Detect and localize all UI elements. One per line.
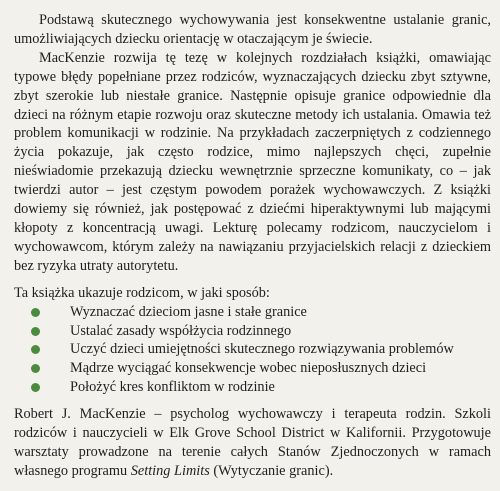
program-translation: (Wytyczanie granic). xyxy=(209,462,334,479)
list-item xyxy=(14,359,491,378)
benefits-list xyxy=(14,303,491,398)
list-item-text: Wyznaczać dzieciom jasne i stałe granice xyxy=(70,303,307,320)
list-intro: Ta książka ukazuje rodzicom, w jaki sposób: xyxy=(14,284,270,301)
description-paragraph: MacKenzie rozwija tę tezę w kolejnych rozdziałach książki, omawiając typowe błędy popełniane przez rodziców, wyznaczających dziecku zbyt sztywne, zbyt szerokie lub niestałe granice. Następnie opisuje granice odpowiednie dla dzieci na różnym etapie rozwoju oraz skuteczne metody ich ustalania. Omawia też problem komunikacji w rodzinie. Na przykładach zaczerpniętych z codziennego życia pokazuje, jak często rodzice, mimo najlepszych chęci, zupełnie nieświadomie przekazują dziecku wewnętrznie sprzeczne komunikaty, co – jak twierdzi autor – jest częstym powodem porażek wychowawczych. Z książki dowiemy się również, jak postępować z dziećmi hiperaktywnymi lub mającymi kłopoty z koncentracją uwagi. Lekturę polecamy rodzicom, nauczycielom i wychowawcom, którym zależy na nawiązaniu przyjacielskich relacji z dzieckiem bez ryzyka utraty autorytetu. xyxy=(14,49,491,274)
spacer xyxy=(14,397,491,405)
author-bio xyxy=(14,405,491,481)
list-item xyxy=(14,322,491,341)
spacer xyxy=(14,276,491,284)
list-item-text: Mądrze wyciągać konsekwencje wobec nieposłusznych dzieci xyxy=(70,360,427,377)
program-title: Setting Limits xyxy=(130,462,210,479)
intro-paragraph: Podstawą skutecznego wychowywania jest konsekwentne ustalanie granic, umożliwiających dziecku orientację w otaczającym je świecie. xyxy=(14,12,491,47)
list-item xyxy=(14,340,491,359)
list-item xyxy=(14,378,491,397)
author-bio-text: Robert J. MacKenzie – psycholog wychowawczy i terapeuta rodzin. Szkoli rodziców i nauczycieli w Elk Grove School District w Kalifornii. Przygotowuje warsztaty prowadzone na terenie całych Stanów Zjednoczonych w ramach własnego programu xyxy=(14,406,491,479)
list-item-text: Ustalać zasady współżycia rodzinnego xyxy=(70,322,292,339)
bullet-dot-icon xyxy=(31,327,40,336)
bullet-dot-icon xyxy=(31,364,40,373)
list-item-text: Położyć kres konfliktom w rodzinie xyxy=(70,379,275,396)
list-item xyxy=(14,303,491,322)
bullet-dot-icon xyxy=(31,383,40,392)
bullet-dot-icon xyxy=(31,308,40,317)
back-cover-text xyxy=(14,11,491,481)
list-item-text: Uczyć dzieci umiejętności skutecznego rozwiązywania problemów xyxy=(70,341,454,358)
bullet-dot-icon xyxy=(31,345,40,354)
